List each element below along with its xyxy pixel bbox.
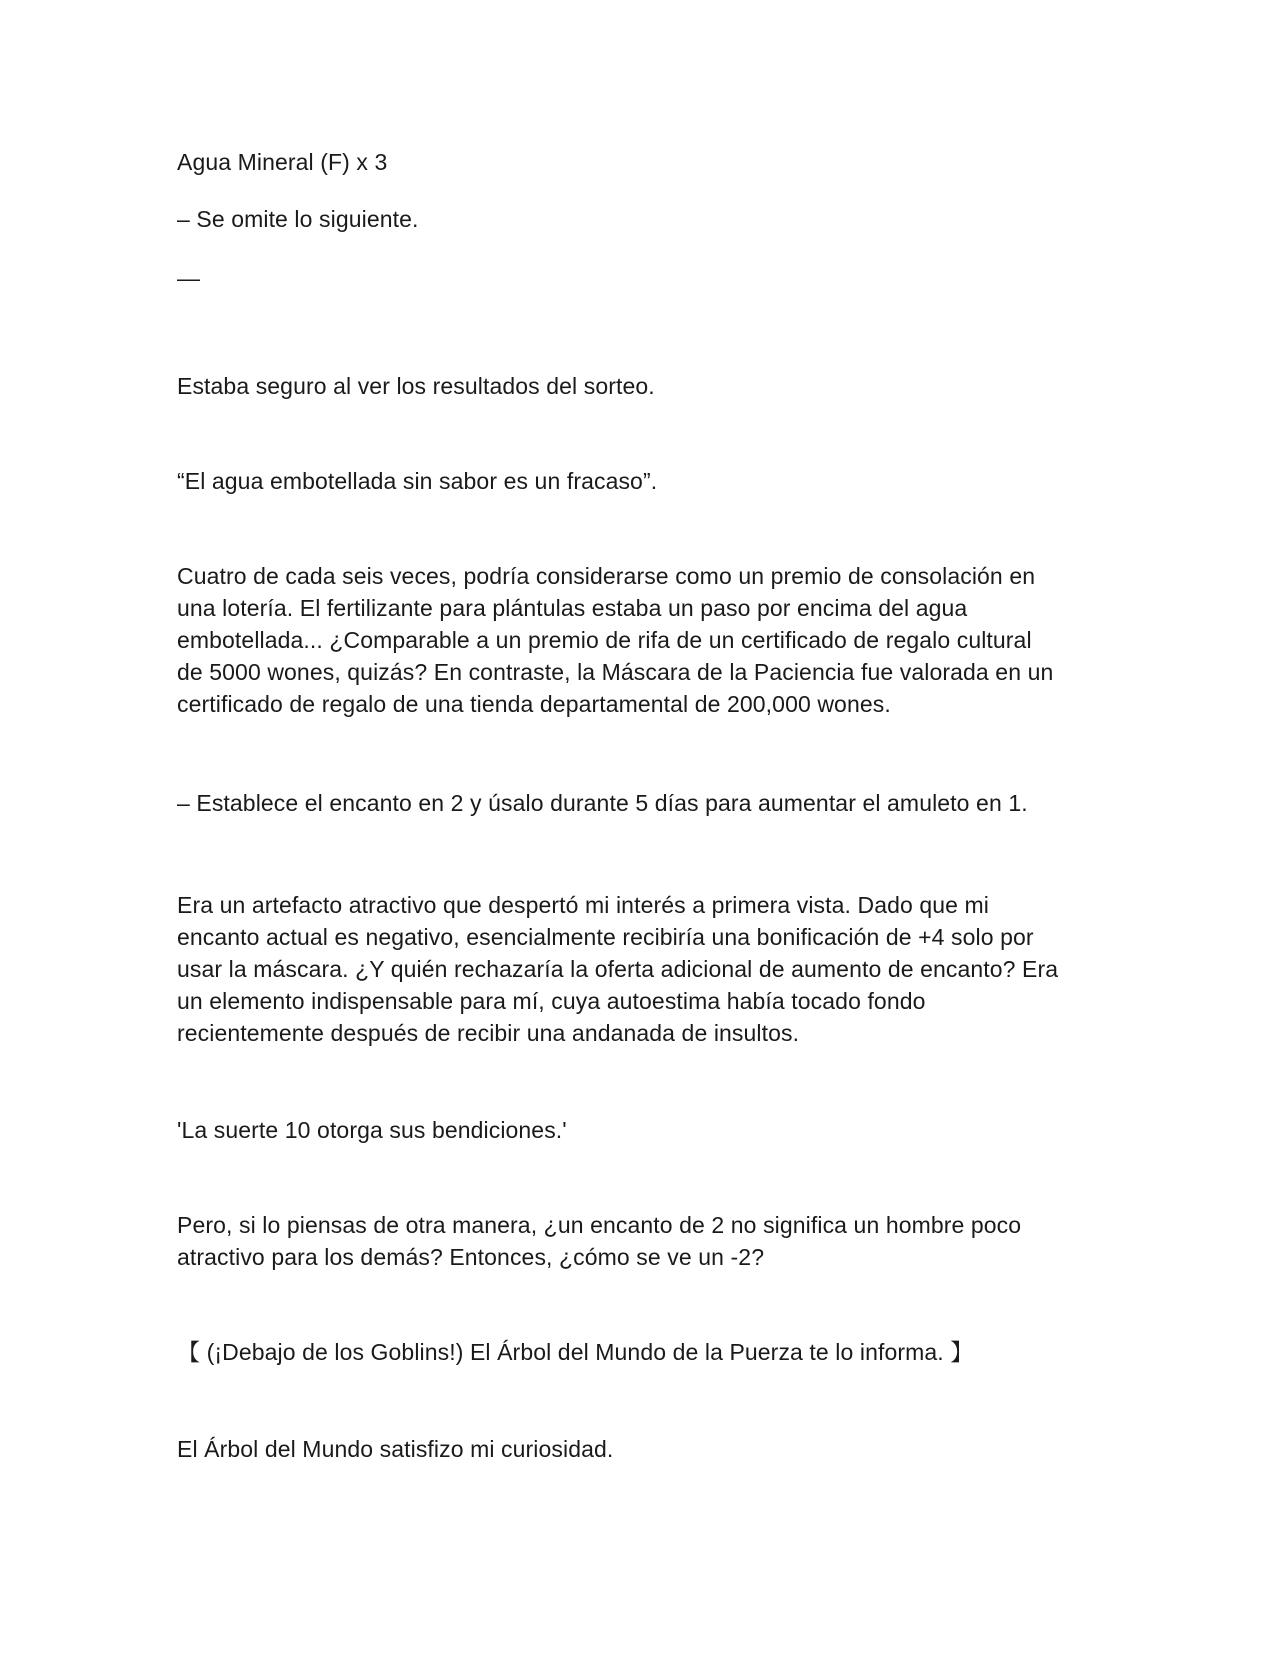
item-line: Agua Mineral (F) x 3 [177, 149, 388, 175]
paragraph-luck-blessing: 'La suerte 10 otorga sus bendiciones.' [177, 1117, 567, 1143]
paragraph-consolation-prize: Cuatro de cada seis veces, podría considerarse como un premio de consolación en una lotería. El fertilizante para plántulas estaba un paso por encima del agua embotellada... ¿Comparable a un premio de rifa de un certificado de regalo cultural de 5000 wones, quizás? En contraste, la Máscara de la Paciencia fue valorada en un certificado de regalo de una tienda departamental de 200,000 wones. [177, 563, 1054, 717]
paragraph-draw-results: Estaba seguro al ver los resultados del sorteo. [177, 373, 655, 399]
paragraph-charm-question: Pero, si lo piensas de otra manera, ¿un encanto de 2 no significa un hombre poco atractivo para los demás? Entonces, ¿cómo se ve un -2? [177, 1212, 1022, 1270]
section-divider: — [177, 265, 201, 291]
paragraph-artifact: Era un artefacto atractivo que despertó mi interés a primera vista. Dado que mi encanto actual es negativo, esencialmente recibiría una bonificación de +4 solo por usar la máscara. ¿Y quién rechazaría la oferta adicional de aumento de encanto? Era un elemento indispensable para mí, cuya autoestima había tocado fondo recientemente después de recibir una andanada de insultos. [177, 892, 1059, 1046]
paragraph-world-tree: El Árbol del Mundo satisfizo mi curiosidad. [177, 1436, 614, 1462]
system-message: 【 (¡Debajo de los Goblins!) El Árbol del Mundo de la Puerza te lo informa. 】 [177, 1339, 974, 1365]
paragraph-quote-water: “El agua embotellada sin sabor es un fracaso”. [177, 468, 658, 494]
omitted-note: – Se omite lo siguiente. [177, 206, 419, 232]
item-effect-line: – Establece el encanto en 2 y úsalo durante 5 días para aumentar el amuleto en 1. [177, 790, 1028, 816]
